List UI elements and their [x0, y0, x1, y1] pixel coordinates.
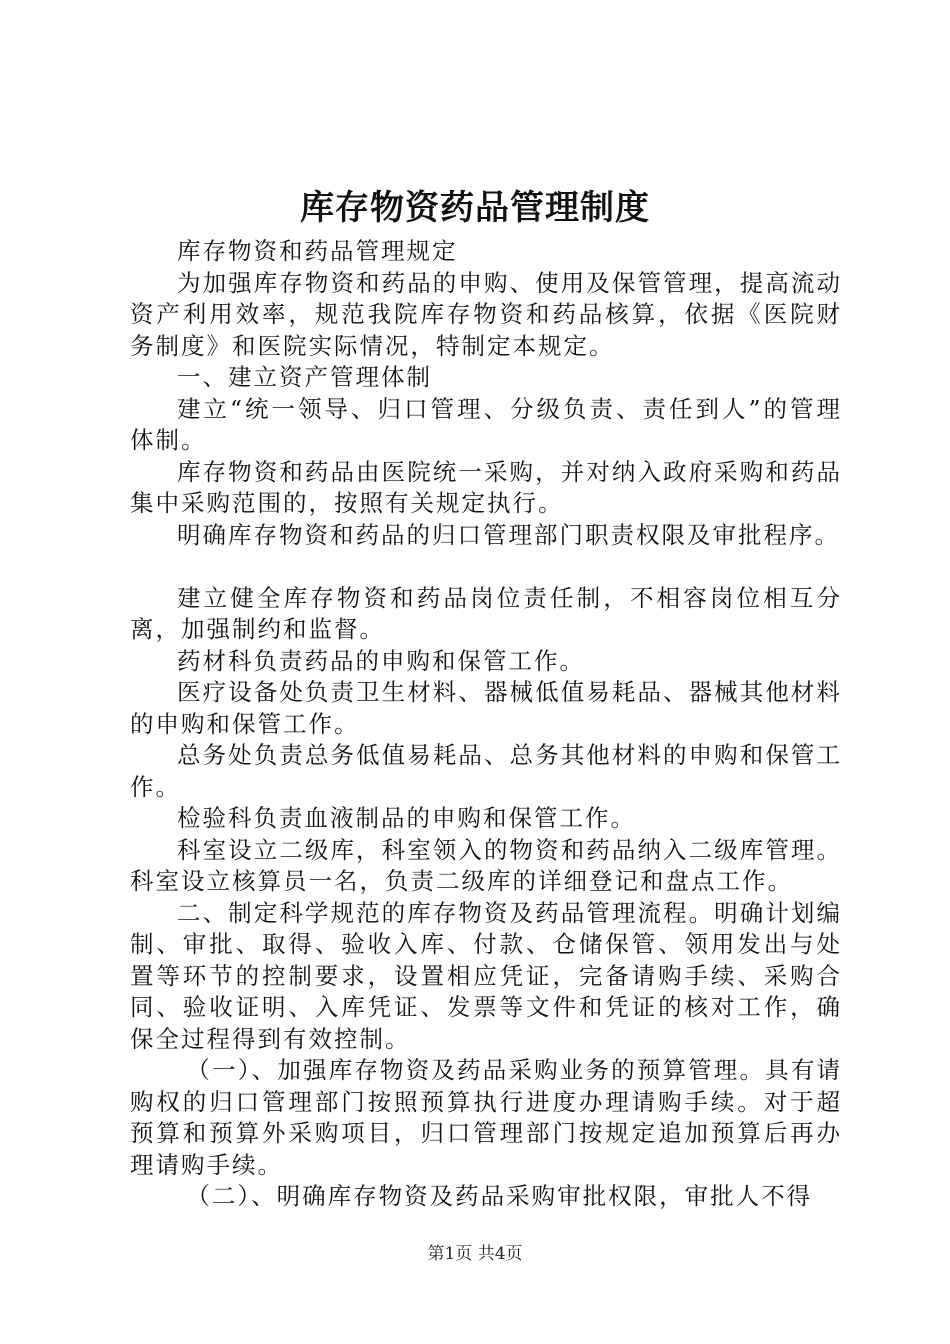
paragraph: 药材科负责药品的申购和保管工作。	[177, 646, 585, 675]
paragraph: 库存物资和药品由医院统一采购，并对纳入政府采购和药品集中采购范围的，按照有关规定执行。	[130, 457, 842, 517]
paragraph-subtitle: 库存物资和药品管理规定	[177, 237, 458, 265]
paragraph-intro: 为加强库存物资和药品的申购、使用及保管管理，提高流动资产利用效率，规范我院库存物资和药品核算，依据《医院财务制度》和医院实际情况，特制定本规定。	[130, 268, 842, 360]
paragraph: 建立健全库存物资和药品岗位责任制，不相容岗位相互分离，加强制约和监督。	[130, 583, 842, 643]
subsection-1: （一）、加强库存物资及药品采购业务的预算管理。具有请购权的归口管理部门按照预算执行进度办理请购手续。对于超预算和预算外采购项目，归口管理部门按规定追加预算后再办理请购手续。	[130, 1056, 842, 1179]
section-heading-2: 二、制定科学规范的库存物资及药品管理流程。明确计划编制、审批、取得、验收入库、付款、仓储保管、领用发出与处置等环节的控制要求，设置相应凭证，完备请购手续、采购合同、验收证明、入库凭证、发票等文件和凭证的核对工作，确保全过程得到有效控制。	[130, 898, 842, 1053]
page-footer: 第1页 共4页	[427, 1244, 523, 1264]
paragraph: 医疗设备处负责卫生材料、器械低值易耗品、器械其他材料的申购和保管工作。	[130, 678, 842, 738]
subsection-2: （二）、明确库存物资及药品采购审批权限，审批人不得	[186, 1182, 813, 1210]
paragraph: 总务处负责总务低值易耗品、总务其他材料的申购和保管工作。	[130, 741, 842, 801]
paragraph: 科室设立二级库，科室领入的物资和药品纳入二级库管理。科室设立核算员一名，负责二级库的详细登记和盘点工作。	[130, 835, 842, 895]
document-body	[130, 236, 842, 1213]
paragraph: 明确库存物资和药品的归口管理部门职责权限及审批程序。	[177, 520, 840, 549]
paragraph: 检验科负责血液制品的申购和保管工作。	[177, 804, 636, 832]
paragraph: 建立“统一领导、归口管理、分级负责、责任到人”的管理体制。	[130, 394, 842, 454]
document-title: 库存物资药品管理制度	[300, 188, 650, 228]
section-heading-1: 一、建立资产管理体制	[177, 363, 432, 391]
